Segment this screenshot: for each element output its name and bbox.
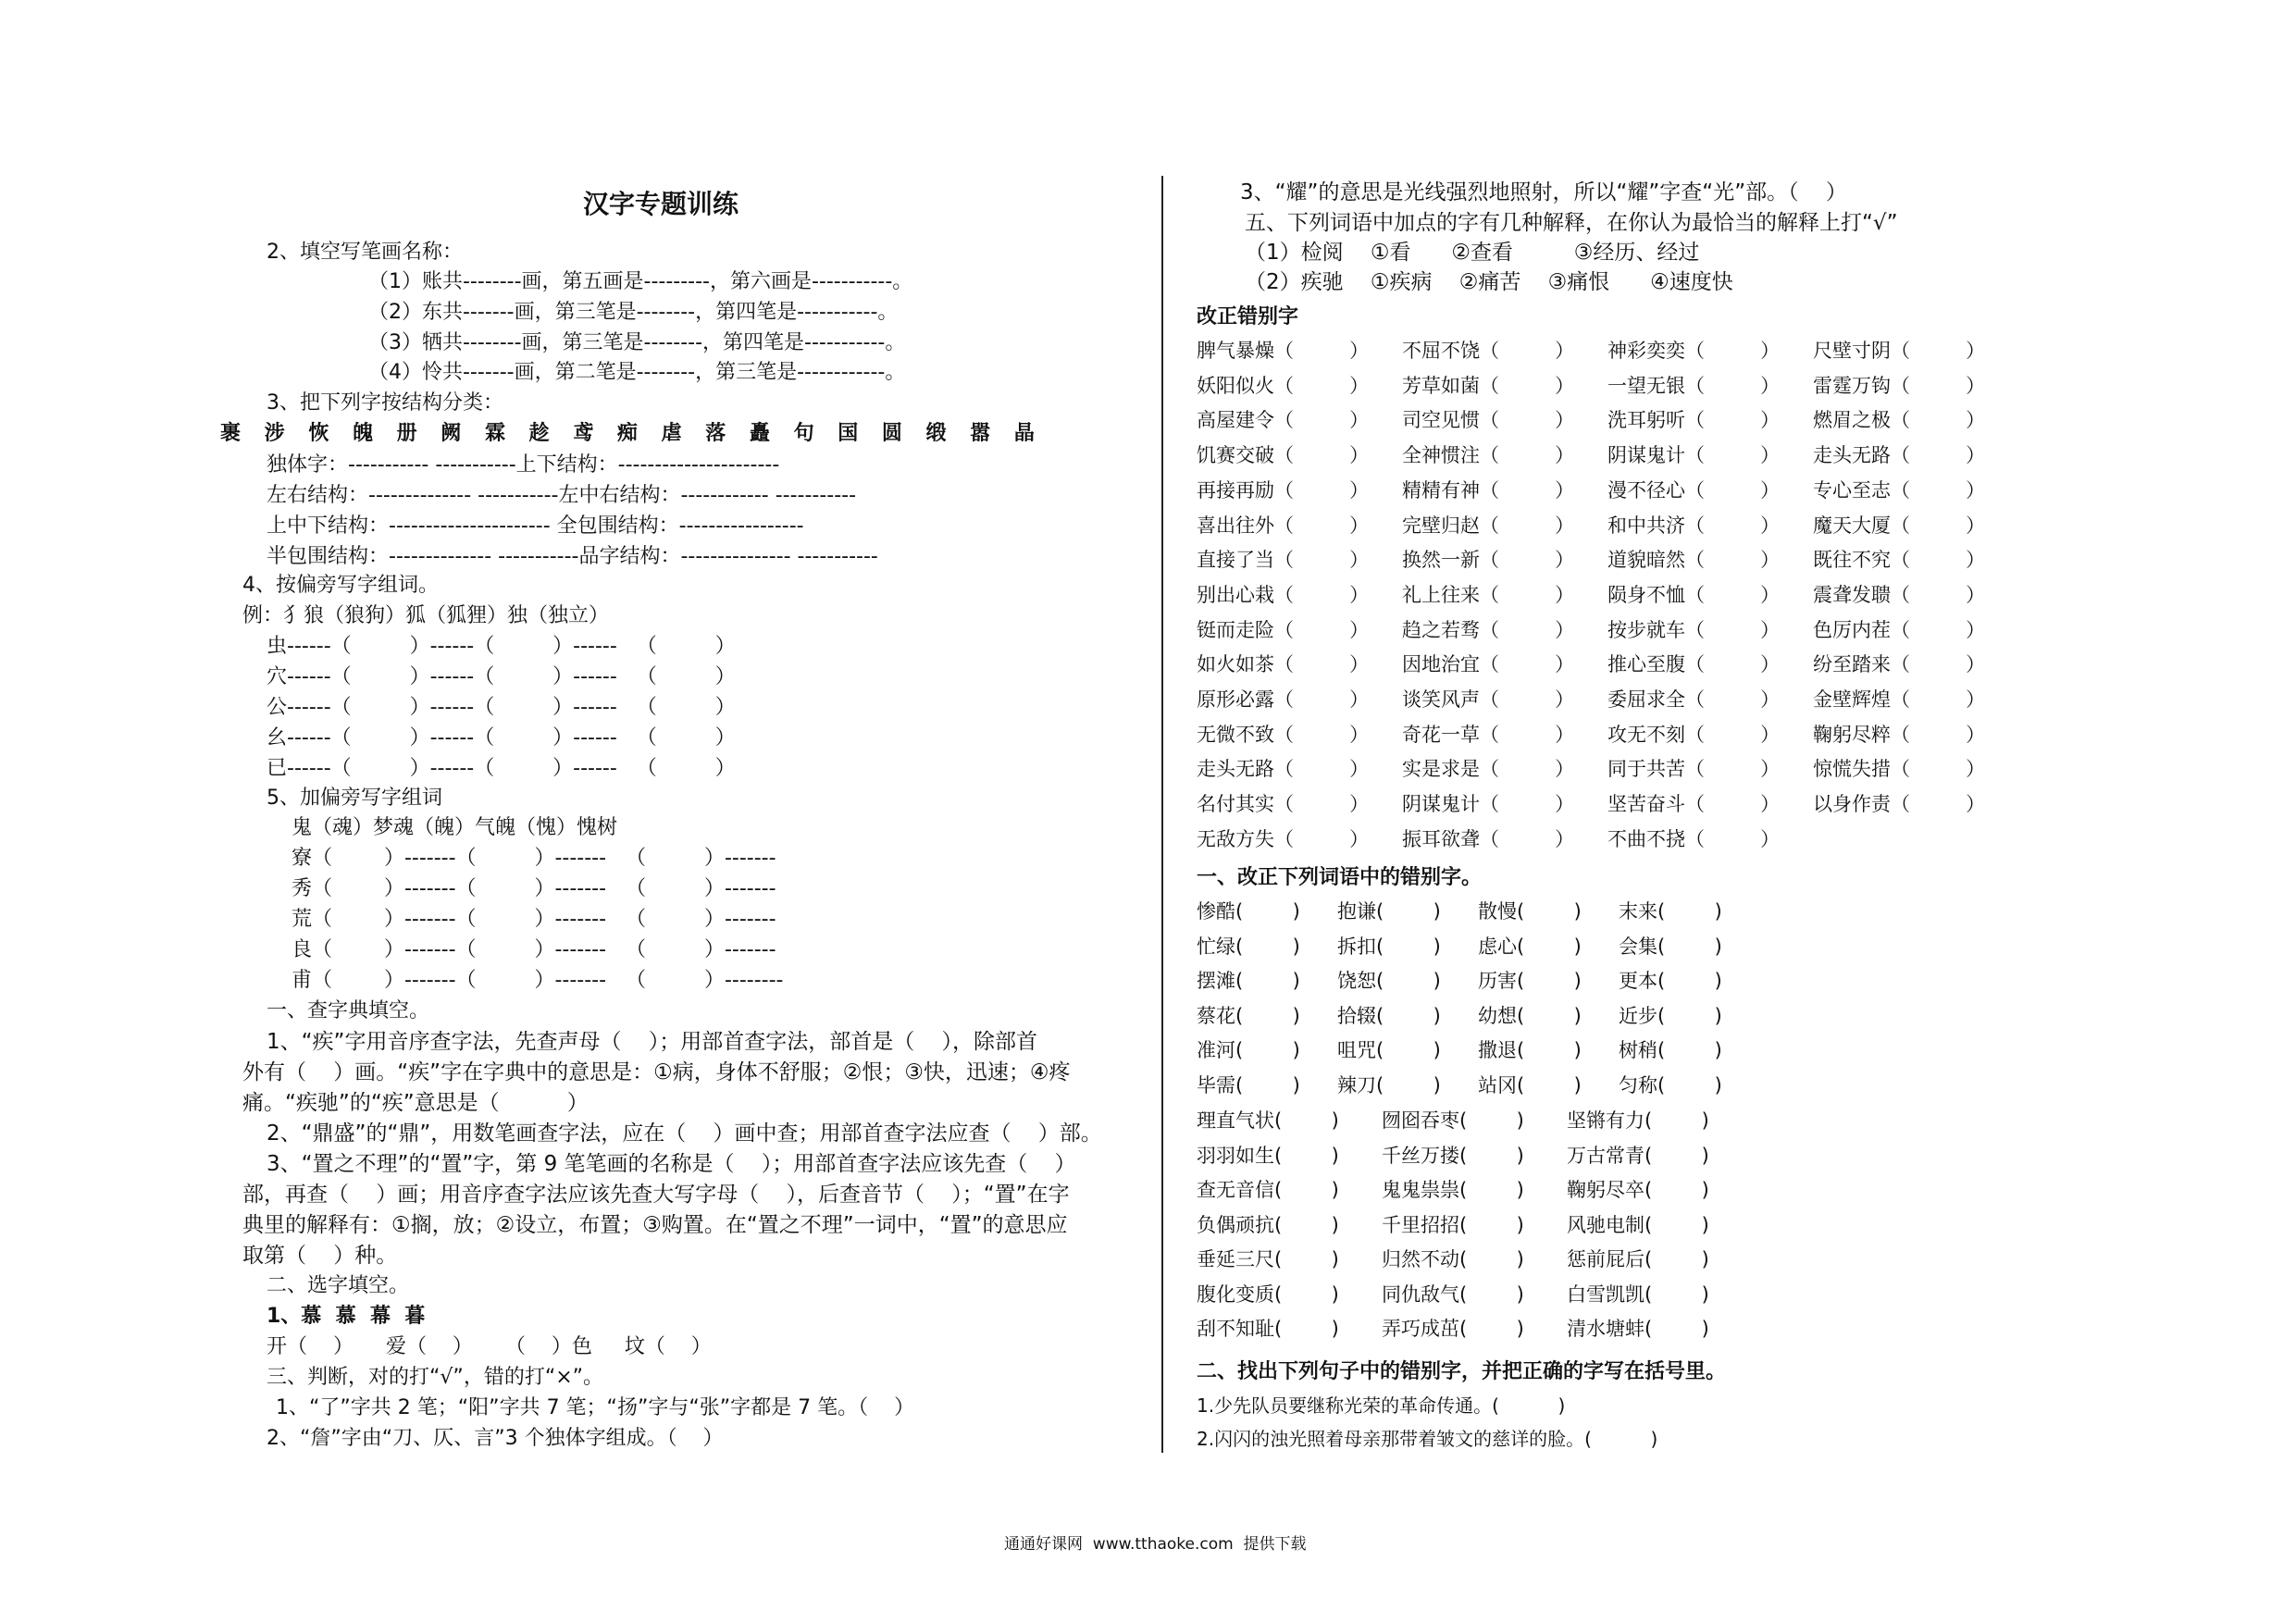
word-cell: 更本( ) [1619, 970, 1722, 992]
word-cell: 咀咒( ) [1337, 1039, 1441, 1061]
word-cell: 铤而走险（ ） [1197, 618, 1370, 641]
word-cell: 魔天大厦（ ） [1813, 514, 1986, 537]
word-cell: 再接再励（ ） [1197, 478, 1370, 502]
word-cell: 脾气暴燥（ ） [1197, 340, 1370, 362]
p5-line: （2）疾驰 ①疾病 ②痛苦 ③痛恨 ④速度快 [1245, 270, 1733, 294]
word-cell: 会集( ) [1619, 935, 1722, 958]
word-cell: 羽羽如生( ) [1197, 1144, 1339, 1167]
s4-example: 例：犭狼（狼狗）狐（狐狸）独（独立） [242, 604, 610, 627]
word-cell: 理直气状( ) [1197, 1109, 1339, 1132]
word-cell: 别出心栽（ ） [1197, 583, 1370, 606]
word-cell: 归然不动( ) [1382, 1248, 1524, 1270]
s2-head: 2、填空写笔画名称： [267, 241, 463, 264]
word-cell: 毕需( ) [1197, 1073, 1300, 1096]
word-cell: 道貌暗然（ ） [1607, 549, 1781, 572]
c4-line: 2.闪闪的浊光照着母亲那带着皱文的慈详的脸。( ) [1197, 1428, 1658, 1450]
word-cell: 司空见惯（ ） [1402, 409, 1575, 432]
word-cell: 虑心( ) [1478, 935, 1582, 958]
word-cell: 近步( ) [1619, 1004, 1722, 1027]
s2-item: （4）怜共-------画，第二笔是--------，第三笔是------------。 [368, 361, 906, 384]
word-cell: 如火如茶（ ） [1197, 653, 1370, 676]
s5-row: 秀（ ）-------（ ）------- （ ）------- [292, 877, 776, 900]
word-cell: 神彩奕奕（ ） [1607, 340, 1781, 362]
c1-head: 改正错别字 [1197, 305, 1299, 328]
word-cell: 垂延三尺( ) [1197, 1248, 1339, 1270]
word-cell: 漫不径心（ ） [1607, 478, 1781, 502]
word-cell: 准河( ) [1197, 1039, 1300, 1061]
word-cell: 尺壁寸阴（ ） [1813, 340, 1986, 362]
word-cell: 和中共济（ ） [1607, 514, 1781, 537]
p3-head: 三、判断，对的打“√”，错的打“×”。 [267, 1366, 604, 1389]
word-cell: 纷至踏来（ ） [1813, 653, 1986, 676]
word-cell: 名付其实（ ） [1197, 793, 1370, 816]
s5-row: 寮（ ）-------（ ）------- （ ）------- [292, 847, 776, 870]
word-cell: 无微不致（ ） [1197, 723, 1370, 746]
word-cell: 既往不究（ ） [1813, 549, 1986, 572]
s3-line: 独体字：----------- -----------上下结构：---------------------- [267, 453, 780, 477]
word-cell: 原形必露（ ） [1197, 688, 1370, 711]
word-cell: 专心至志（ ） [1813, 478, 1986, 502]
word-cell: 千里招招( ) [1382, 1213, 1524, 1236]
s3-line: 上中下结构：---------------------- 全包围结构：----------------- [267, 514, 804, 538]
s2-item: （1）账共--------画，第五画是---------，第六画是-----------。 [368, 270, 913, 293]
word-cell: 摆滩( ) [1197, 970, 1300, 992]
word-cell: 全神惯注（ ） [1402, 444, 1575, 467]
p5-line: （1）检阅 ①看 ②查看 ③经历、经过 [1245, 241, 1700, 265]
footer: 通通好课网 www.tthaoke.com 提供下载 [1004, 1535, 1307, 1554]
word-cell: 精精有神（ ） [1402, 478, 1575, 502]
s4-row: 虫------（ ）------（ ）------ （ ） [267, 635, 736, 658]
word-cell: 辣刀( ) [1337, 1073, 1441, 1096]
word-cell: 雷霆万钩（ ） [1813, 374, 1986, 397]
word-cell: 谈笑风声（ ） [1402, 688, 1575, 711]
word-cell: 以身作责（ ） [1813, 793, 1986, 816]
p1-line: 部，再查（ ）画；用音序查字法应该先查大写字母（ ），后查音节（ ）；“置”在字 [242, 1183, 1070, 1207]
word-cell: 高屋建令（ ） [1197, 409, 1370, 432]
word-cell: 鞠躬尽粹（ ） [1813, 723, 1986, 746]
word-cell: 撒退( ) [1478, 1039, 1582, 1061]
word-cell: 拆扣( ) [1337, 935, 1441, 958]
s4-row: 幺------（ ）------（ ）------ （ ） [267, 726, 736, 750]
word-cell: 末来( ) [1619, 900, 1722, 923]
word-cell: 鞠躬尽卒( ) [1567, 1179, 1709, 1201]
word-cell: 匀称( ) [1619, 1073, 1722, 1096]
word-cell: 喜出往外（ ） [1197, 514, 1370, 537]
word-cell: 千丝万搂( ) [1382, 1144, 1524, 1167]
word-cell: 走头无路（ ） [1813, 444, 1986, 467]
column-divider [1161, 176, 1163, 1453]
word-cell: 按步就车（ ） [1607, 618, 1781, 641]
word-cell: 历害( ) [1478, 970, 1582, 992]
word-cell: 负偶顽抗( ) [1197, 1213, 1339, 1236]
word-cell: 直接了当（ ） [1197, 549, 1370, 572]
p2-chars: 1、慕 慕 幕 暮 [267, 1305, 426, 1328]
word-cell: 蔡花( ) [1197, 1004, 1300, 1027]
word-cell: 实是求是（ ） [1402, 758, 1575, 781]
word-cell: 完壁归赵（ ） [1402, 514, 1575, 537]
word-cell: 幼想( ) [1478, 1004, 1582, 1027]
word-cell: 不曲不挠（ ） [1607, 827, 1781, 850]
word-cell: 散慢( ) [1478, 900, 1582, 923]
p1-line: 外有（ ）画。“疾”字在字典中的意思是：①病，身体不舒服；②恨；③快，迅速；④疼 [242, 1060, 1071, 1084]
word-cell: 同于共苦（ ） [1607, 758, 1781, 781]
word-cell: 刮不知耻( ) [1197, 1318, 1339, 1340]
word-cell: 阴谋鬼计（ ） [1607, 444, 1781, 467]
word-cell: 拾辍( ) [1337, 1004, 1441, 1027]
word-cell: 坚锵有力( ) [1567, 1109, 1709, 1132]
word-cell: 金壁辉煌（ ） [1813, 688, 1986, 711]
word-cell: 无敌方失（ ） [1197, 827, 1370, 850]
s3-head: 3、把下列字按结构分类： [267, 391, 503, 415]
word-cell: 不屈不饶（ ） [1402, 340, 1575, 362]
word-cell: 芳草如菌（ ） [1402, 374, 1575, 397]
word-cell: 树稍( ) [1619, 1039, 1722, 1061]
word-cell: 攻无不刻（ ） [1607, 723, 1781, 746]
s5-row: 甫（ ）-------（ ）------- （ ）-------- [292, 969, 784, 992]
s4-row: 公------（ ）------（ ）------ （ ） [267, 696, 736, 719]
word-cell: 换然一新（ ） [1402, 549, 1575, 572]
p1-head: 一、查字典填空。 [267, 999, 430, 1022]
word-cell: 风驰电制( ) [1567, 1213, 1709, 1236]
s3-line: 左右结构：-------------- -----------左中右结构：------------ ----------- [267, 484, 857, 507]
word-cell: 因地治宜（ ） [1402, 653, 1575, 676]
word-cell: 推心至腹（ ） [1607, 653, 1781, 676]
p1-line: 痛。“疾驰”的“疾”意思是（ ） [242, 1091, 589, 1115]
word-cell: 惨酷( ) [1197, 900, 1300, 923]
p3-line: 1、“了”字共 2 笔；“阳”字共 7 笔；“扬”字与“张”字都是 7 笔。（ ） [276, 1396, 915, 1419]
word-cell: 惩前屁后( ) [1567, 1248, 1709, 1270]
p1-line: 1、“疾”字用音序查字法，先查声母（ ）；用部首查字法，部首是（ ），除部首 [267, 1030, 1037, 1054]
s2-item: （2）东共-------画，第三笔是--------，第四笔是-----------。 [368, 301, 899, 324]
word-cell: 饥赛交破（ ） [1197, 444, 1370, 467]
word-cell: 陨身不恤（ ） [1607, 583, 1781, 606]
p1-line: 典里的解释有：①搁，放；②设立，布置；③购置。在“置之不理”一词中，“置”的意思应 [242, 1213, 1068, 1237]
word-cell: 站冈( ) [1478, 1073, 1582, 1096]
p1-line: 3、“置之不理”的“置”字，第 9 笔笔画的名称是（ ）；用部首查字法应该先查（ ） [267, 1152, 1076, 1176]
word-cell: 弄巧成茁( ) [1382, 1318, 1524, 1340]
s5-row: 良（ ）-------（ ）------- （ ）------- [292, 938, 776, 961]
word-cell: 礼上往来（ ） [1402, 583, 1575, 606]
word-cell: 鬼鬼祟祟( ) [1382, 1179, 1524, 1201]
word-cell: 色厉内茬（ ） [1813, 618, 1986, 641]
s5-example: 鬼（魂）梦魂（魄）气魄（愧）愧树 [292, 816, 618, 839]
word-cell: 饶恕( ) [1337, 970, 1441, 992]
word-cell: 妖阳似火（ ） [1197, 374, 1370, 397]
word-cell: 走头无路（ ） [1197, 758, 1370, 781]
word-cell: 腹化变质( ) [1197, 1282, 1339, 1306]
s4-row: 已------（ ）------（ ）------ （ ） [267, 757, 736, 780]
p3-line: 2、“詹”字由“刀、仄、言”3 个独体字组成。（ ） [267, 1427, 724, 1450]
word-cell: 震聋发聩（ ） [1813, 583, 1986, 606]
s4-row: 穴------（ ）------（ ）------ （ ） [267, 665, 736, 688]
p3-item3: 3、“耀”的意思是光线强烈地照射，所以“耀”字查“光”部。（ ） [1240, 180, 1847, 204]
c2-head: 一、改正下列词语中的错别字。 [1197, 866, 1483, 889]
word-cell: 万古常青( ) [1567, 1144, 1709, 1167]
s2-item: （3）牺共--------画，第三笔是--------，第四笔是-----------。 [368, 331, 906, 354]
word-cell: 查无音信( ) [1197, 1179, 1339, 1201]
word-cell: 趋之若骛（ ） [1402, 618, 1575, 641]
word-cell: 清水塘蚌( ) [1567, 1318, 1709, 1340]
word-cell: 囫囵吞枣( ) [1382, 1109, 1524, 1132]
s5-row: 荒（ ）-------（ ）------- （ ）------- [292, 908, 776, 931]
p5-head: 五、下列词语中加点的字有几种解释，在你认为最恰当的解释上打“√” [1245, 211, 1898, 235]
p1-line: 取第（ ）种。 [242, 1244, 398, 1268]
word-cell: 一望无银（ ） [1607, 374, 1781, 397]
word-cell: 振耳欲聋（ ） [1402, 827, 1575, 850]
s3-line: 半包围结构：-------------- -----------品字结构：--------------- ----------- [267, 545, 878, 568]
c4-head: 二、找出下列句子中的错别字，并把正确的字写在括号里。 [1197, 1360, 1727, 1383]
s3-chars: 裹 涉 恢 魄 册 阙 霖 趁 鸢 痴 虐 落 矗 句 国 圆 缎 嚣 晶 [220, 422, 1043, 445]
p1-line: 2、“鼎盛”的“鼎”，用数笔画查字法，应在（ ）画中查；用部首查字法应查（ ）部。 [267, 1121, 1102, 1146]
word-cell: 惊慌失措（ ） [1813, 758, 1986, 781]
word-cell: 奇花一草（ ） [1402, 723, 1575, 746]
word-cell: 忙绿( ) [1197, 935, 1300, 958]
word-cell: 燃眉之极（ ） [1813, 409, 1986, 432]
word-cell: 委屈求全（ ） [1607, 688, 1781, 711]
word-cell: 坚苦奋斗（ ） [1607, 793, 1781, 816]
p2-head: 二、选字填空。 [267, 1274, 410, 1297]
word-cell: 洗耳躬听（ ） [1607, 409, 1781, 432]
word-cell: 抱谦( ) [1337, 900, 1441, 923]
p2-line: 开（ ） 爱（ ） （ ）色 坟（ ） [267, 1335, 712, 1358]
c4-line: 1.少先队员要继称光荣的革命传通。( ) [1197, 1394, 1566, 1417]
s5-head: 5、加偏旁写字组词 [267, 787, 442, 810]
word-cell: 阴谋鬼计（ ） [1402, 793, 1575, 816]
word-cell: 白雪凯凯( ) [1567, 1282, 1709, 1306]
word-cell: 同仇敌气( ) [1382, 1282, 1524, 1306]
s4-head: 4、按偏旁写字组词。 [242, 574, 439, 597]
page-title: 汉字专题训练 [583, 189, 739, 219]
